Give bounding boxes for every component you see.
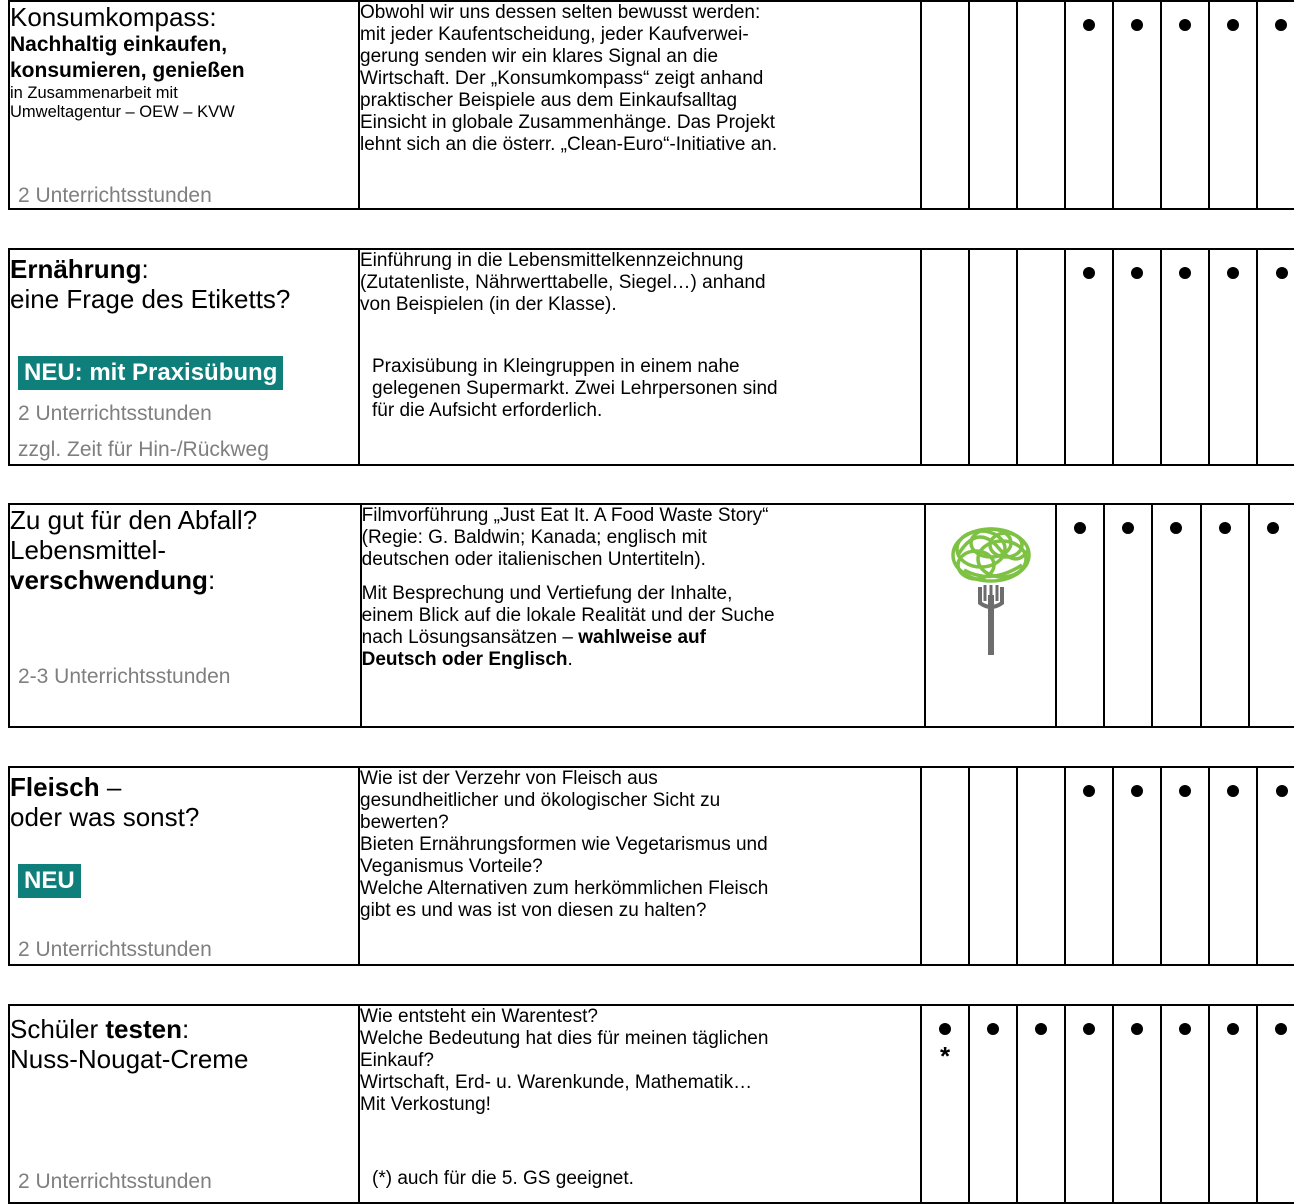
- grade-cell: [1104, 504, 1152, 727]
- grade-cell: [1113, 767, 1161, 965]
- description-emphasis: wahlweise auf: [578, 627, 706, 648]
- course-duration: 2 Unterrichtsstunden: [18, 402, 212, 425]
- description-line: lehnt sich an die österr. „Clean-Euro“-Initiative an.: [360, 134, 778, 155]
- course-title: Fleisch: [10, 772, 100, 802]
- course-title-suffix: :: [141, 254, 149, 284]
- course-title-cell: [9, 767, 359, 965]
- grade-bullet: [1227, 785, 1239, 797]
- course-title-cell: [9, 504, 361, 727]
- grade-bullet: [1131, 267, 1143, 279]
- course-duration: 2 Unterrichtsstunden: [18, 184, 212, 207]
- grade-cell: [1209, 1, 1257, 209]
- grade-bullet: [1179, 1023, 1191, 1035]
- grade-bullet: [1275, 19, 1287, 31]
- description-line: für die Aufsicht erforderlich.: [372, 400, 603, 421]
- grade-bullet: [1122, 522, 1134, 534]
- course-subtitle-line: Nachhaltig einkaufen,: [10, 33, 228, 56]
- description-line: Mit Verkostung!: [360, 1094, 491, 1115]
- course-title: Ernährung: [10, 254, 142, 284]
- description-line: Obwohl wir uns dessen selten bewusst werden:: [360, 2, 761, 23]
- course-subtitle-line: konsumieren, genießen: [10, 59, 245, 82]
- grade-bullet: [1131, 1023, 1143, 1035]
- description-line: Veganismus Vorteile?: [360, 856, 543, 877]
- course-title-suffix: :: [181, 1014, 190, 1044]
- grade-cell: [1201, 504, 1249, 727]
- grade-cell: [1209, 249, 1257, 465]
- grade-bullet: [1227, 267, 1239, 279]
- grade-cell: [969, 767, 1017, 965]
- grade-bullet: [1083, 267, 1095, 279]
- grade-bullet: [1227, 19, 1239, 31]
- grade-bullet: [1276, 785, 1288, 797]
- grade-cell: [1161, 1, 1209, 209]
- grade-cell: [969, 249, 1017, 465]
- grade-bullet: [1227, 1023, 1239, 1035]
- course-title-cell: [9, 249, 359, 465]
- grade-cell: [1152, 504, 1200, 727]
- grade-cell: [1209, 767, 1257, 965]
- description-line: Welche Alternativen zum herkömmlichen Fleisch: [360, 878, 769, 899]
- course-partner-line: in Zusammenarbeit mit: [10, 84, 178, 102]
- grade-cell: [1161, 767, 1209, 965]
- description-line: Wirtschaft. Der „Konsumkompass“ zeigt anhand: [360, 68, 764, 89]
- grade-cell: [969, 1005, 1017, 1203]
- course-description: [359, 1, 921, 209]
- course-subtitle: eine Frage des Etiketts?: [10, 284, 291, 314]
- course-title-suffix: :: [207, 565, 216, 595]
- grade-cell: [1017, 767, 1065, 965]
- grade-bullet: [939, 1023, 951, 1035]
- description-line: Filmvorführung „Just Eat It. A Food Waste Story“: [361, 505, 769, 526]
- course-row-nuss-nougat: [8, 1004, 1294, 1204]
- course-duration: 2 Unterrichtsstunden: [18, 938, 212, 961]
- grade-bullet: [1179, 785, 1191, 797]
- course-duration-extra: zzgl. Zeit für Hin-/Rückweg: [18, 438, 269, 461]
- course-title: verschwendung: [10, 565, 208, 595]
- description-line: Praxisübung in Kleingruppen in einem nahe: [372, 356, 740, 377]
- course-description: [359, 1005, 921, 1203]
- new-badge: NEU: mit Praxisübung: [18, 356, 283, 390]
- course-title-cell: [9, 1005, 359, 1203]
- description-line: (Regie: G. Baldwin; Kanada; englisch mit: [361, 527, 707, 548]
- grade-bullet: [1083, 1023, 1095, 1035]
- course-row-fleisch: [8, 766, 1294, 966]
- course-row-lebensmittelverschwendung: [8, 503, 1294, 728]
- grade-cell: [1017, 249, 1065, 465]
- description-emphasis: Deutsch oder Englisch: [361, 649, 568, 670]
- grade-cell: [1017, 1005, 1065, 1203]
- course-row-konsumkompass: [8, 0, 1294, 210]
- grade-cell: [921, 1005, 969, 1203]
- description-line: gerung senden wir ein klares Signal an die: [360, 46, 719, 67]
- logo-cell: [925, 504, 1056, 727]
- grade-cell: [1056, 504, 1104, 727]
- course-description: [359, 767, 921, 965]
- course-title-line: Lebensmittel-: [10, 535, 167, 565]
- grade-cell: [921, 1, 969, 209]
- grade-cell: [1257, 1005, 1294, 1203]
- grade-bullet: [1267, 522, 1279, 534]
- course-duration: 2-3 Unterrichtsstunden: [18, 665, 231, 688]
- description-line: praktischer Beispiele aus dem Einkaufsalltag: [360, 90, 738, 111]
- course-title-suffix: –: [99, 772, 122, 802]
- description-line: mit jeder Kaufentscheidung, jeder Kaufverwei-: [360, 24, 749, 45]
- description-line: gesundheitlicher und ökologischer Sicht zu: [360, 790, 721, 811]
- description-line: Bieten Ernährungsformen wie Vegetarismus und: [360, 834, 768, 855]
- grade-cell: [1065, 767, 1113, 965]
- grade-cell: [921, 249, 969, 465]
- grade-bullet: [1219, 522, 1231, 534]
- grade-cell: [1113, 1005, 1161, 1203]
- description-punctuation: .: [567, 649, 573, 670]
- grade-bullet: [1179, 19, 1191, 31]
- grade-cell: [969, 1, 1017, 209]
- grade-cell: [1257, 767, 1294, 965]
- course-description: [361, 504, 926, 727]
- course-title-line: Zu gut für den Abfall?: [10, 505, 258, 535]
- description-line: von Beispielen (in der Klasse).: [360, 294, 617, 315]
- grade-cell: [1161, 1005, 1209, 1203]
- course-partner-line: Umweltagentur – OEW – KVW: [10, 103, 235, 121]
- description-line: nach Lösungsansätzen –: [361, 627, 579, 648]
- description-line: Wie entsteht ein Warentest?: [360, 1006, 598, 1027]
- description-line: bewerten?: [360, 812, 449, 833]
- description-line: deutschen oder italienischen Untertiteln).: [361, 549, 706, 570]
- description-line: Einführung in die Lebensmittelkennzeichnung: [360, 250, 744, 271]
- grade-cell: [1257, 1, 1294, 209]
- course-title-cell: [9, 1, 359, 209]
- course-duration: 2 Unterrichtsstunden: [18, 1170, 212, 1193]
- description-line: Mit Besprechung und Vertiefung der Inhalte,: [361, 583, 733, 604]
- description-footnote: (*) auch für die 5. GS geeignet.: [372, 1168, 634, 1189]
- grade-cell: [1161, 249, 1209, 465]
- description-line: Welche Bedeutung hat dies für meinen täglichen: [360, 1028, 769, 1049]
- description-line: Wie ist der Verzehr von Fleisch aus: [360, 768, 658, 789]
- course-title: testen: [105, 1014, 182, 1044]
- grade-cell: [1113, 1, 1161, 209]
- course-subtitle: Nuss-Nougat-Creme: [10, 1044, 249, 1074]
- course-title: Konsumkompass:: [10, 2, 217, 32]
- description-line: einem Blick auf die lokale Realität und der Suche: [361, 605, 775, 626]
- grade-bullet: [1035, 1023, 1047, 1035]
- footnote-asterisk: *: [939, 1041, 951, 1071]
- grade-bullet: [1074, 522, 1086, 534]
- grade-cell: [1065, 249, 1113, 465]
- description-line: Einkauf?: [360, 1050, 434, 1071]
- grade-cell: [1257, 249, 1294, 465]
- grade-cell: [1249, 504, 1294, 727]
- grade-bullet: [1131, 785, 1143, 797]
- grade-cell: [1209, 1005, 1257, 1203]
- description-line: gelegenen Supermarkt. Zwei Lehrpersonen sind: [372, 378, 778, 399]
- grade-bullet: [987, 1023, 999, 1035]
- grade-bullet: [1275, 1023, 1287, 1035]
- grade-cell: [921, 767, 969, 965]
- grade-bullet: [1179, 267, 1191, 279]
- course-row-ernaehrung: [8, 248, 1294, 466]
- grade-bullet: [1170, 522, 1182, 534]
- fork-with-green-scribble-icon: [936, 515, 1046, 655]
- grade-bullet: [1083, 785, 1095, 797]
- course-title-prefix: Schüler: [10, 1014, 106, 1044]
- grade-cell: [1113, 249, 1161, 465]
- grade-cell: [1065, 1005, 1113, 1203]
- grade-cell: [1017, 1, 1065, 209]
- grade-bullet: [1131, 19, 1143, 31]
- new-badge: NEU: [18, 864, 81, 898]
- grade-cell: [1065, 1, 1113, 209]
- description-line: (Zutatenliste, Nährwerttabelle, Siegel…) anhand: [360, 272, 766, 293]
- description-line: gibt es und was ist von diesen zu halten?: [360, 900, 707, 921]
- course-subtitle: oder was sonst?: [10, 802, 200, 832]
- course-description: [359, 249, 921, 465]
- description-line: Wirtschaft, Erd- u. Warenkunde, Mathematik…: [360, 1072, 753, 1093]
- grade-bullet: [1083, 19, 1095, 31]
- grade-bullet: [1276, 267, 1288, 279]
- description-line: Einsicht in globale Zusammenhänge. Das Projekt: [360, 112, 776, 133]
